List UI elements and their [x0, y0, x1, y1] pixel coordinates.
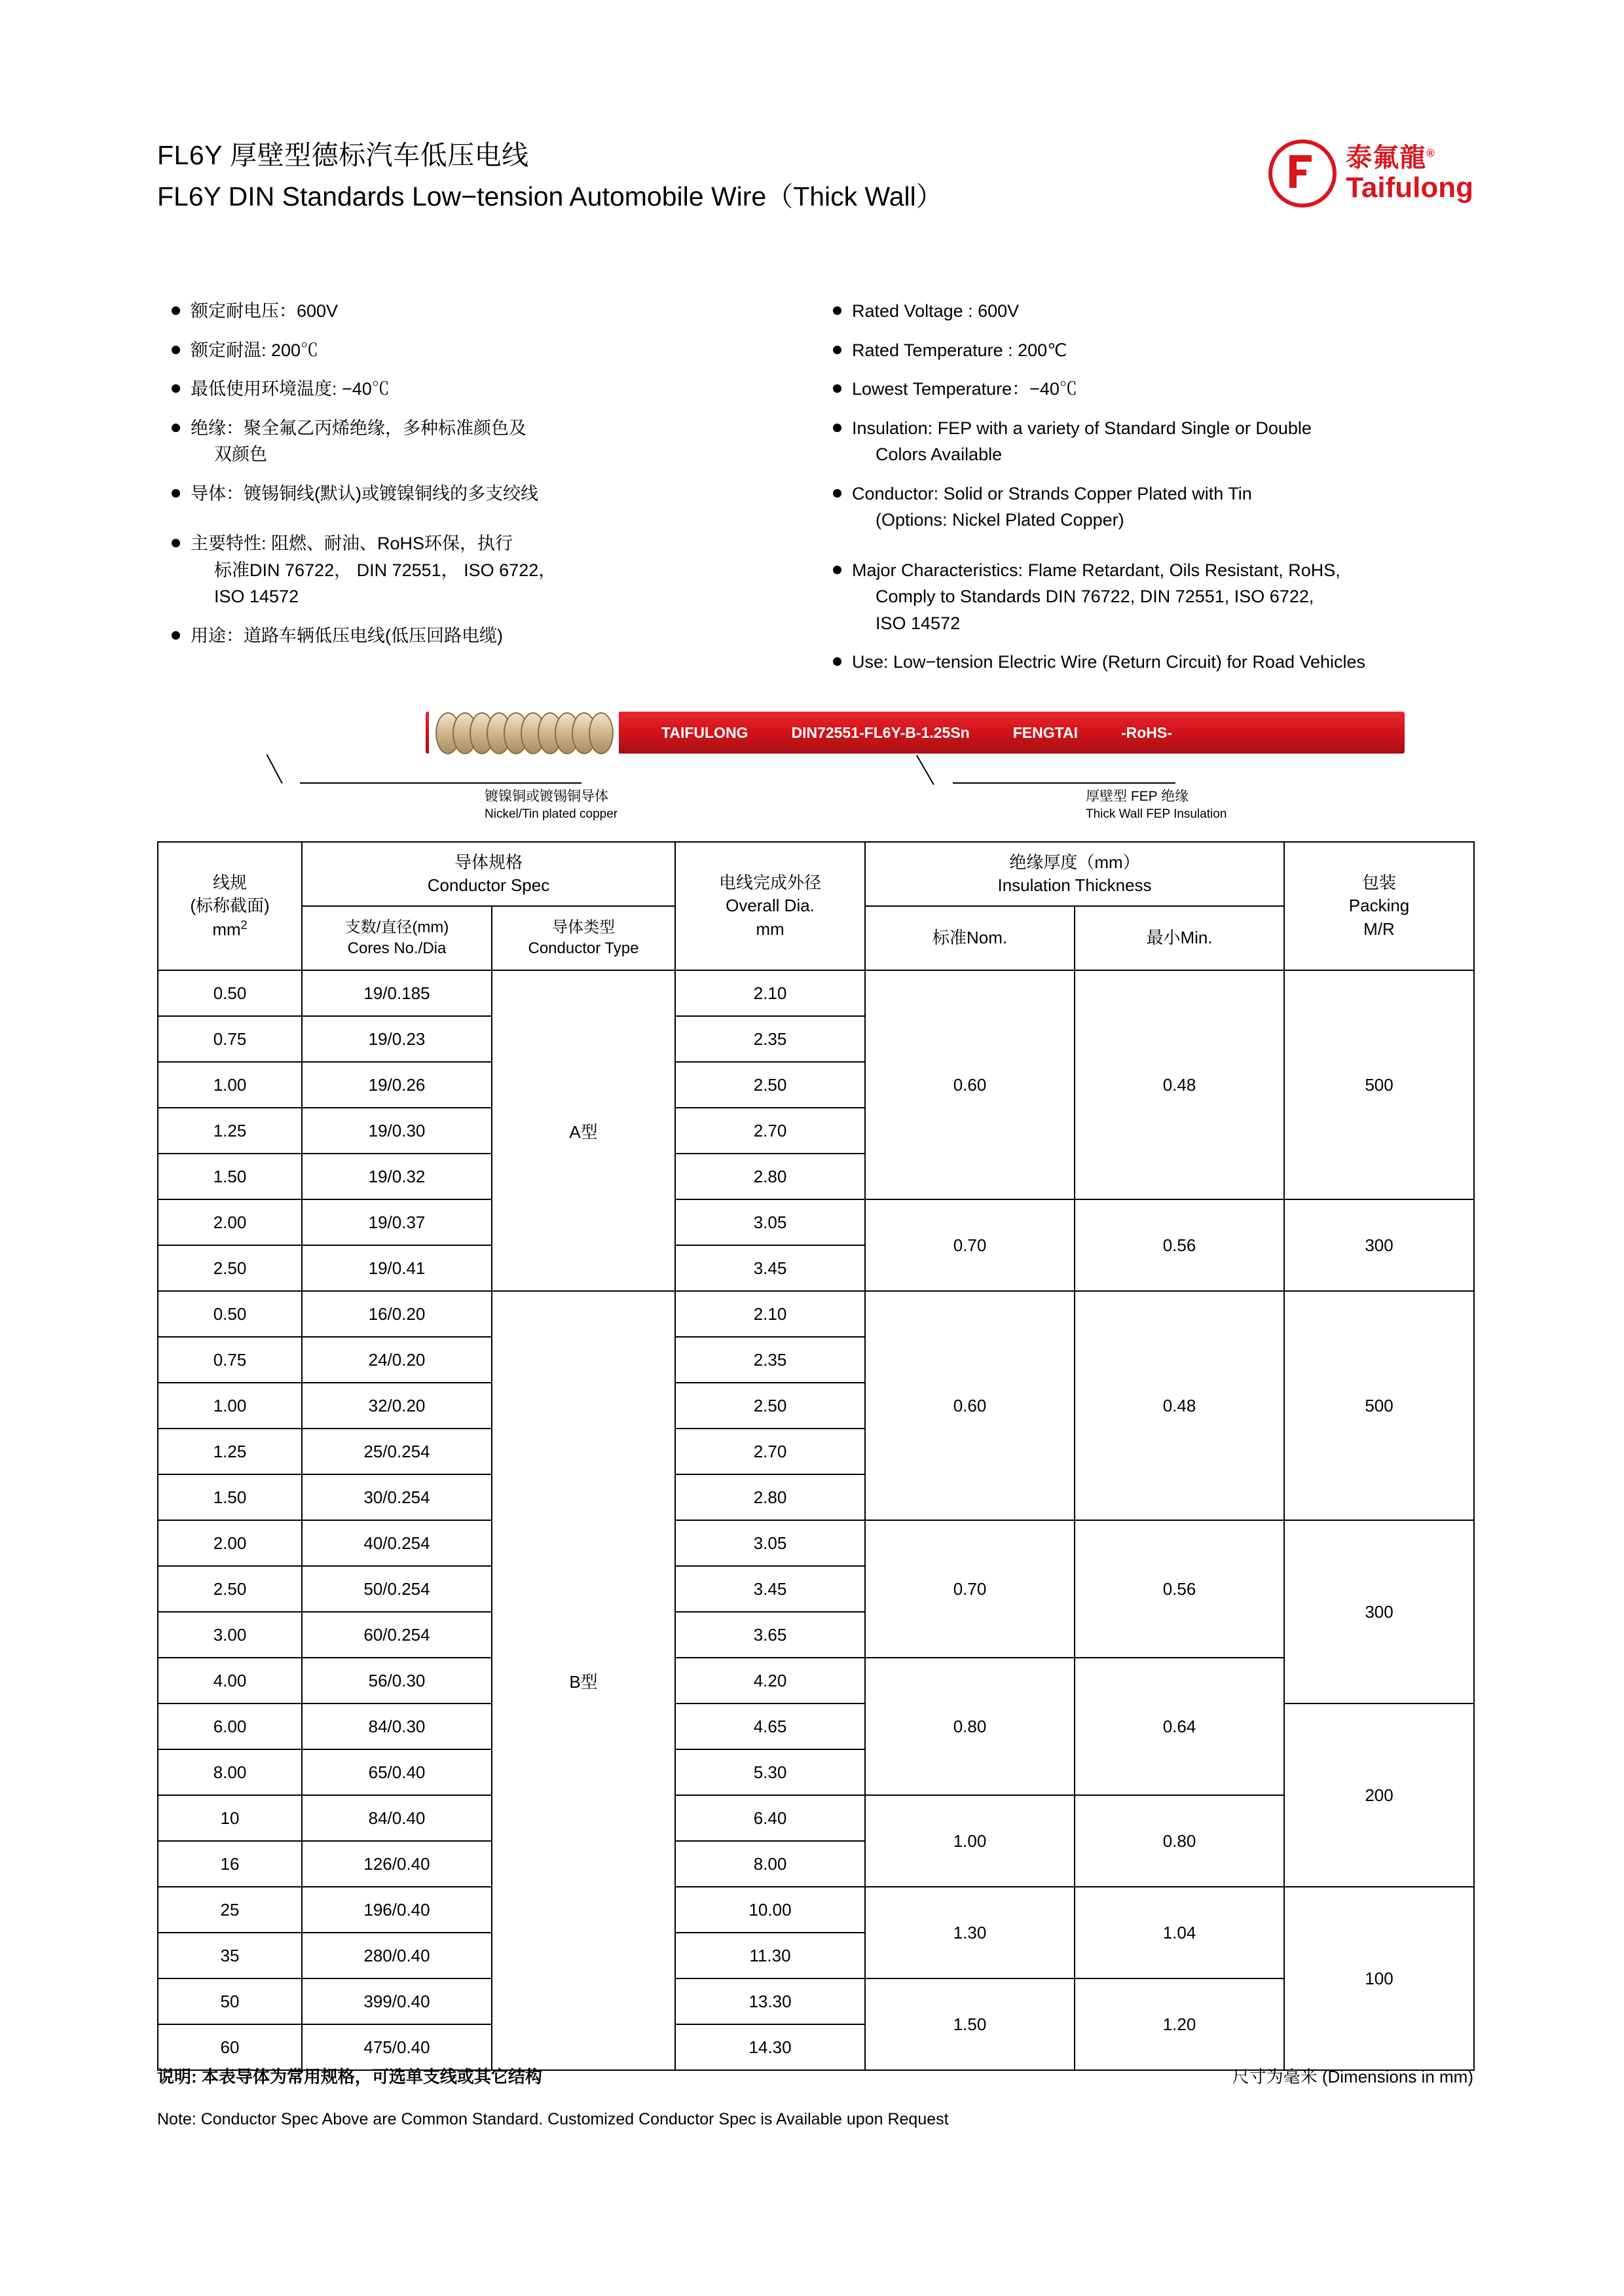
cell-insulation-min: 1.04	[1075, 1887, 1284, 1978]
bullet-icon	[172, 489, 180, 498]
specs-column-zh	[172, 298, 813, 661]
spec-item	[172, 623, 813, 649]
cell-cores-dia: 280/0.40	[302, 1933, 492, 1978]
header-gauge: 线规 (标称截面) $mm^2$	[158, 842, 302, 970]
cell-insulation-min: 0.80	[1075, 1795, 1284, 1887]
table-row	[158, 1520, 1474, 1566]
spec-text	[852, 481, 1494, 534]
cell-insulation-min: 0.48	[1075, 1291, 1284, 1520]
spec-text: 最低使用环境温度: −40℃	[191, 379, 390, 399]
cell-packing: 500	[1284, 970, 1474, 1199]
spec-line-cont: Colors Available	[876, 445, 1003, 464]
page-title-en: FL6Y DIN Standards Low−tension Automobile Wire（Thick Wall）	[157, 181, 943, 212]
cell-insulation-nom: 0.80	[865, 1658, 1075, 1795]
spec-text	[191, 415, 813, 468]
cell-gauge: 8.00	[158, 1749, 302, 1795]
cell-gauge: 2.00	[158, 1199, 302, 1245]
wire-strands-icon	[435, 710, 625, 755]
footer-note-en: Note: Conductor Spec Above are Common Standard. Customized Conductor Spec is Available upon Request	[157, 2110, 949, 2128]
cell-gauge: 10	[158, 1795, 302, 1841]
cell-gauge: 0.50	[158, 1291, 302, 1337]
spec-line-cont: ISO 14572	[876, 613, 961, 633]
spec-line-cont: 双颜色	[214, 445, 267, 464]
bullet-icon	[833, 566, 841, 574]
cell-insulation-nom: 1.00	[865, 1795, 1075, 1887]
leader-line-right-diag	[916, 755, 934, 785]
cell-insulation-nom: 0.70	[865, 1520, 1075, 1658]
cell-gauge: 6.00	[158, 1704, 302, 1749]
wire-print-maker: FENGTAI	[1012, 723, 1078, 741]
spec-item	[833, 337, 1494, 364]
cell-gauge: 1.50	[158, 1154, 302, 1199]
header-packing: 包装 Packing M/R	[1284, 842, 1474, 970]
cell-conductor-type: A型	[492, 970, 675, 1291]
page-title-zh: FL6Y 厚壁型德标汽车低压电线	[157, 140, 529, 170]
bullet-icon	[833, 424, 841, 432]
page-footer	[157, 2064, 1473, 2129]
table-row	[158, 1199, 1474, 1245]
bullet-icon	[833, 657, 841, 666]
spec-item	[172, 530, 813, 610]
cell-overall-dia: 4.20	[675, 1658, 865, 1704]
spec-text: 用途：道路车辆低压电线(低压回路电缆)	[191, 625, 503, 646]
logo-text	[1346, 144, 1473, 203]
cell-cores-dia: 19/0.37	[302, 1199, 492, 1245]
footer-note-zh: 说明: 本表导体为常用规格，可选单支线或其它结构	[157, 2067, 542, 2086]
cell-overall-dia: 14.30	[675, 2024, 865, 2070]
table-row	[158, 1795, 1474, 1841]
wire-print-brand: TAIFULONG	[661, 723, 748, 741]
cell-insulation-nom: 0.70	[865, 1199, 1075, 1291]
logo-mark-icon	[1268, 139, 1337, 208]
spec-item	[833, 415, 1494, 468]
cell-gauge: 35	[158, 1933, 302, 1978]
cell-overall-dia: 2.70	[675, 1108, 865, 1154]
spec-item	[833, 298, 1494, 325]
cell-overall-dia: 2.80	[675, 1474, 865, 1520]
cell-gauge: 16	[158, 1841, 302, 1887]
cell-gauge: 2.50	[158, 1245, 302, 1291]
cell-overall-dia: 3.65	[675, 1612, 865, 1658]
callout-left-en: Nickel/Tin plated copper	[485, 807, 618, 822]
cell-gauge: 1.00	[158, 1062, 302, 1108]
header-conductor-type: 导体类型 Conductor Type	[492, 906, 675, 970]
spec-item	[833, 481, 1494, 534]
cell-overall-dia: 6.40	[675, 1795, 865, 1841]
cell-gauge: 25	[158, 1887, 302, 1933]
spec-table-wrapper	[157, 841, 1473, 2071]
bullet-icon	[172, 384, 180, 393]
cell-overall-dia: 2.80	[675, 1154, 865, 1199]
header-cores-dia: 支数/直径(mm) Cores No./Dia	[302, 906, 492, 970]
spec-item	[833, 557, 1494, 637]
cell-cores-dia: 40/0.254	[302, 1520, 492, 1566]
spec-line: 绝缘：聚全氟乙丙烯绝缘，多种标准颜色及	[191, 418, 526, 438]
leader-line-left-diag	[267, 754, 283, 784]
spec-text: Rated Voltage : 600V	[852, 301, 1020, 321]
spec-text	[852, 557, 1494, 637]
spec-item	[172, 481, 813, 507]
footer-dimensions: 尺寸为毫米 (Dimensions in mm)	[1232, 2067, 1473, 2086]
cell-overall-dia: 10.00	[675, 1887, 865, 1933]
cell-insulation-nom: 1.50	[865, 1978, 1075, 2070]
spec-text: 额定耐温: 200℃	[191, 340, 319, 360]
cell-cores-dia: 475/0.40	[302, 2024, 492, 2070]
cell-cores-dia: 50/0.254	[302, 1566, 492, 1612]
cell-insulation-min: 1.20	[1075, 1978, 1284, 2070]
spec-item	[833, 649, 1494, 676]
cell-insulation-min: 0.56	[1075, 1199, 1284, 1291]
spec-text: Use: Low−tension Electric Wire (Return Circuit) for Road Vehicles	[852, 652, 1366, 672]
header-overall-dia: 电线完成外径 Overall Dia. mm	[675, 842, 865, 970]
spec-item	[172, 298, 813, 325]
cell-overall-dia: 3.45	[675, 1245, 865, 1291]
cell-cores-dia: 32/0.20	[302, 1383, 492, 1429]
bullet-icon	[172, 539, 180, 547]
cell-conductor-type: B型	[492, 1291, 675, 2070]
table-header-row-1	[158, 842, 1474, 906]
cell-cores-dia: 19/0.185	[302, 970, 492, 1016]
cell-overall-dia: 2.70	[675, 1429, 865, 1474]
cell-cores-dia: 65/0.40	[302, 1749, 492, 1795]
spec-item	[172, 415, 813, 468]
cell-gauge: 1.25	[158, 1108, 302, 1154]
cell-overall-dia: 3.05	[675, 1520, 865, 1566]
cell-gauge: 0.75	[158, 1337, 302, 1383]
cell-cores-dia: 84/0.40	[302, 1795, 492, 1841]
cell-overall-dia: 4.65	[675, 1704, 865, 1749]
cell-cores-dia: 56/0.30	[302, 1658, 492, 1704]
spec-text	[852, 415, 1494, 468]
cell-overall-dia: 2.50	[675, 1062, 865, 1108]
wire-print-text	[661, 712, 1172, 754]
cell-insulation-nom: 0.60	[865, 1291, 1075, 1520]
cell-cores-dia: 24/0.20	[302, 1337, 492, 1383]
cell-cores-dia: 25/0.254	[302, 1429, 492, 1474]
cell-cores-dia: 19/0.26	[302, 1062, 492, 1108]
header-insulation-thickness: 绝缘厚度（mm） Insulation Thickness	[865, 842, 1284, 906]
table-row	[158, 1978, 1474, 2024]
cell-gauge: 50	[158, 1978, 302, 2024]
spec-line: Insulation: FEP with a variety of Standard Single or Double	[852, 418, 1312, 438]
cell-packing: 300	[1284, 1199, 1474, 1291]
cell-packing: 200	[1284, 1704, 1474, 1887]
cell-insulation-min: 0.64	[1075, 1658, 1284, 1795]
brand-logo	[1198, 128, 1473, 219]
bullet-icon	[172, 631, 180, 640]
cell-cores-dia: 16/0.20	[302, 1291, 492, 1337]
spec-text: Lowest Temperature：−40℃	[852, 379, 1077, 399]
cell-overall-dia: 2.10	[675, 970, 865, 1016]
spec-text: 导体：镀锡铜线(默认)或镀镍铜线的多支绞线	[191, 483, 538, 503]
cell-overall-dia: 2.50	[675, 1383, 865, 1429]
spec-line-cont: 标准DIN 76722， DIN 72551， ISO 6722，	[214, 560, 557, 580]
cell-packing: 500	[1284, 1291, 1474, 1520]
table-body	[158, 970, 1474, 2070]
bullet-icon	[172, 424, 180, 432]
cell-cores-dia: 19/0.32	[302, 1154, 492, 1199]
cell-overall-dia: 2.35	[675, 1337, 865, 1383]
specification-table	[157, 841, 1475, 2071]
cell-overall-dia: 5.30	[675, 1749, 865, 1795]
cell-cores-dia: 84/0.30	[302, 1704, 492, 1749]
cell-cores-dia: 126/0.40	[302, 1841, 492, 1887]
callout-right	[1086, 788, 1227, 823]
cell-gauge: 3.00	[158, 1612, 302, 1658]
cell-cores-dia: 19/0.30	[302, 1108, 492, 1154]
table-row	[158, 1658, 1474, 1704]
cell-cores-dia: 19/0.41	[302, 1245, 492, 1291]
spec-item	[172, 376, 813, 403]
cell-overall-dia: 3.05	[675, 1199, 865, 1245]
cell-overall-dia: 3.45	[675, 1566, 865, 1612]
spec-line-cont: Comply to Standards DIN 76722, DIN 72551, ISO 6722,	[876, 587, 1314, 606]
cell-gauge: 2.00	[158, 1520, 302, 1566]
page-header	[157, 137, 1473, 242]
cell-overall-dia: 2.10	[675, 1291, 865, 1337]
callout-right-zh: 厚壁型 FEP 绝缘	[1086, 789, 1189, 804]
cell-packing: 300	[1284, 1520, 1474, 1704]
logo-name-en: Taifulong	[1346, 171, 1473, 204]
cell-insulation-min: 0.56	[1075, 1520, 1284, 1658]
spec-line: Major Characteristics: Flame Retardant, Oils Resistant, RoHS,	[852, 560, 1340, 580]
wire-print-spec: DIN72551-FL6Y-B-1.25Sn	[791, 723, 970, 741]
bullet-icon	[172, 346, 180, 354]
cell-cores-dia: 399/0.40	[302, 1978, 492, 2024]
cell-overall-dia: 2.35	[675, 1016, 865, 1062]
cell-cores-dia: 30/0.254	[302, 1474, 492, 1520]
spec-line: 主要特性: 阻燃、耐油、RoHS环保，执行	[191, 534, 513, 553]
bullet-icon	[833, 489, 841, 498]
wire-print-rohs: -RoHS-	[1120, 723, 1172, 741]
cell-gauge: 60	[158, 2024, 302, 2070]
cell-gauge: 2.50	[158, 1566, 302, 1612]
bullet-icon	[172, 306, 180, 315]
spec-line-cont: (Options: Nickel Plated Copper)	[876, 510, 1124, 530]
cell-gauge: 0.75	[158, 1016, 302, 1062]
cell-gauge: 1.50	[158, 1474, 302, 1520]
logo-name-zh: 泰氟龍	[1346, 143, 1427, 172]
cell-gauge: 4.00	[158, 1658, 302, 1704]
cell-gauge: 1.25	[158, 1429, 302, 1474]
cell-cores-dia: 19/0.23	[302, 1016, 492, 1062]
cell-overall-dia: 13.30	[675, 1978, 865, 2024]
spec-item	[833, 376, 1494, 403]
cell-cores-dia: 60/0.254	[302, 1612, 492, 1658]
callout-right-en: Thick Wall FEP Insulation	[1086, 807, 1227, 822]
table-row	[158, 970, 1474, 1016]
cell-gauge: 1.00	[158, 1383, 302, 1429]
bullet-icon	[833, 384, 841, 393]
spec-line-cont: ISO 14572	[214, 587, 299, 606]
header-conductor-spec: 导体规格 Conductor Spec	[302, 842, 675, 906]
bullet-icon	[833, 346, 841, 354]
spec-text: Rated Temperature : 200℃	[852, 340, 1067, 360]
cell-packing: 100	[1284, 1887, 1474, 2070]
callout-left-zh: 镀镍铜或镀锡铜导体	[485, 789, 608, 804]
cell-insulation-nom: 0.60	[865, 970, 1075, 1199]
header-minimum: 最小Min.	[1075, 906, 1284, 970]
specs-column-en	[833, 298, 1494, 688]
table-row	[158, 1291, 1474, 1337]
wire-illustration	[157, 704, 1473, 835]
spec-text: 额定耐电压：600V	[191, 301, 339, 321]
spec-line: Conductor: Solid or Strands Copper Plated with Tin	[852, 483, 1252, 503]
header-nominal: 标准Nom.	[865, 906, 1075, 970]
logo-registered-mark: ®	[1426, 147, 1435, 160]
cell-gauge: 0.50	[158, 970, 302, 1016]
cell-cores-dia: 196/0.40	[302, 1887, 492, 1933]
spec-text	[191, 530, 813, 610]
cell-overall-dia: 8.00	[675, 1841, 865, 1887]
spec-item	[172, 337, 813, 364]
leader-line-left	[300, 782, 581, 784]
leader-line-right	[953, 782, 1175, 784]
cell-overall-dia: 11.30	[675, 1933, 865, 1978]
table-row	[158, 1887, 1474, 1933]
cell-insulation-min: 0.48	[1075, 970, 1284, 1199]
bullet-icon	[833, 306, 841, 315]
cell-insulation-nom: 1.30	[865, 1887, 1075, 1978]
callout-left	[485, 788, 618, 823]
